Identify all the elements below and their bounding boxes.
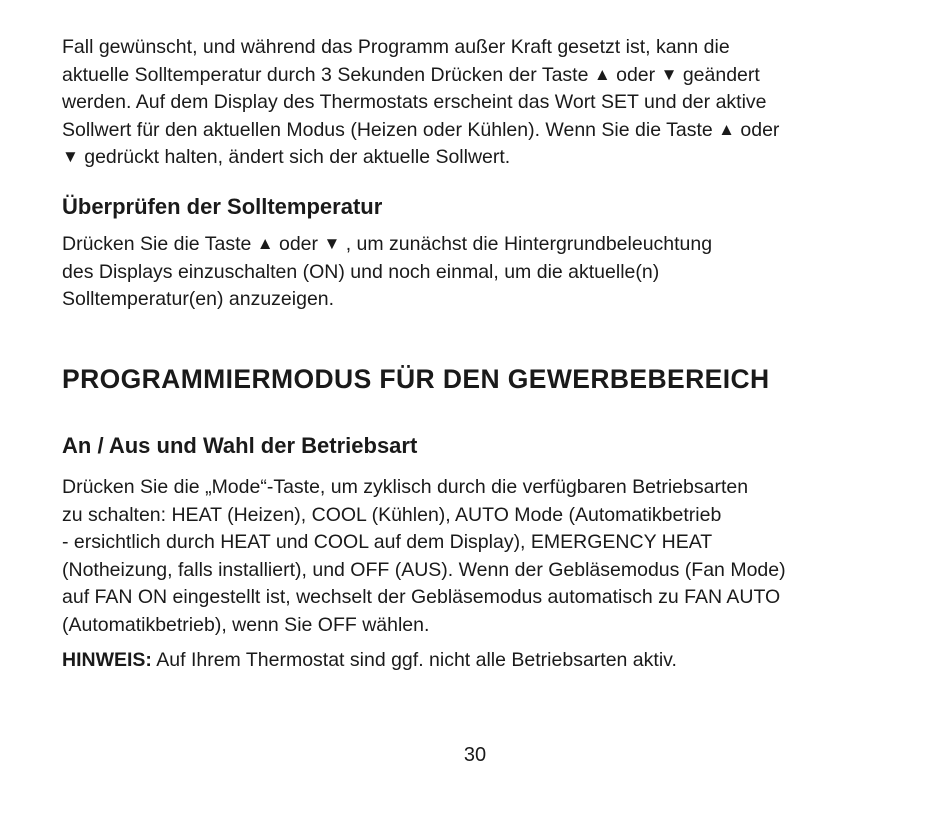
- note-label: HINWEIS:: [62, 649, 152, 671]
- down-arrow-icon: ▼: [323, 234, 341, 253]
- text-line: [62, 647, 677, 675]
- mode-selection-paragraph: [62, 474, 786, 640]
- text-line: - ersichtlich durch HEAT und COOL auf dem Display), EMERGENCY HEAT: [62, 531, 713, 554]
- text-segment: oder: [734, 118, 780, 141]
- text-segment: geändert: [677, 63, 760, 86]
- up-arrow-icon: ▲: [593, 64, 611, 84]
- text-line: [62, 62, 779, 90]
- text-line: (Notheizung, falls installiert), und OFF (AUS). Wenn der Gebläsemodus (Fan Mode): [62, 558, 786, 581]
- chapter-heading-programming-mode: PROGRAMMIERMODUS FÜR DEN GEWERBEBEREICH: [62, 364, 770, 394]
- page-number: 30: [463, 744, 487, 766]
- section-heading-on-off-mode: An / Aus und Wahl der Betriebsart: [62, 433, 418, 458]
- text-line: (Automatikbetrieb), wenn Sie OFF wählen.: [62, 613, 430, 636]
- check-setpoint-paragraph: [62, 231, 712, 314]
- down-arrow-icon: ▼: [62, 147, 79, 167]
- text-segment: , um zunächst die Hintergrundbeleuchtung: [340, 233, 713, 255]
- text-line: [62, 144, 779, 172]
- text-line: Drücken Sie die „Mode“-Taste, um zyklisch durch die verfügbaren Betriebsarten: [62, 476, 749, 498]
- section-heading-check-setpoint: Überprüfen der Solltemperatur: [62, 194, 383, 219]
- down-arrow-icon: ▼: [660, 64, 678, 84]
- text-segment: oder: [610, 63, 661, 86]
- text-line: auf FAN ON eingestellt ist, wechselt der Gebläsemodus automatisch zu FAN AUTO: [62, 586, 781, 609]
- text-segment: oder: [273, 233, 324, 255]
- text-line: Solltemperatur(en) anzuzeigen.: [62, 288, 335, 311]
- note-text: Auf Ihrem Thermostat sind ggf. nicht alle Betriebsarten aktiv.: [151, 649, 677, 671]
- text-segment: aktuelle Solltemperatur durch 3 Sekunden Drücken der Taste: [62, 63, 589, 86]
- up-arrow-icon: ▲: [718, 119, 735, 139]
- note-paragraph: [62, 647, 677, 675]
- text-line: zu schalten: HEAT (Heizen), COOL (Kühlen), AUTO Mode (Automatikbetrieb: [62, 503, 722, 526]
- text-segment: gedrückt halten, ändert sich der aktuelle Sollwert.: [78, 146, 511, 169]
- text-segment: Sollwert für den aktuellen Modus (Heizen oder Kühlen). Wenn Sie die Taste: [62, 118, 719, 141]
- text-line: [62, 231, 712, 259]
- up-arrow-icon: ▲: [256, 234, 274, 253]
- text-line: Fall gewünscht, und während das Programm außer Kraft gesetzt ist, kann die: [62, 36, 730, 58]
- text-line: [62, 117, 779, 145]
- intro-paragraph: [62, 34, 779, 172]
- text-segment: Drücken Sie die Taste: [62, 233, 257, 255]
- text-line: werden. Auf dem Display des Thermostats erscheint das Wort SET und der aktive: [62, 91, 767, 114]
- text-line: des Displays einzuschalten (ON) und noch einmal, um die aktuelle(n): [62, 260, 660, 283]
